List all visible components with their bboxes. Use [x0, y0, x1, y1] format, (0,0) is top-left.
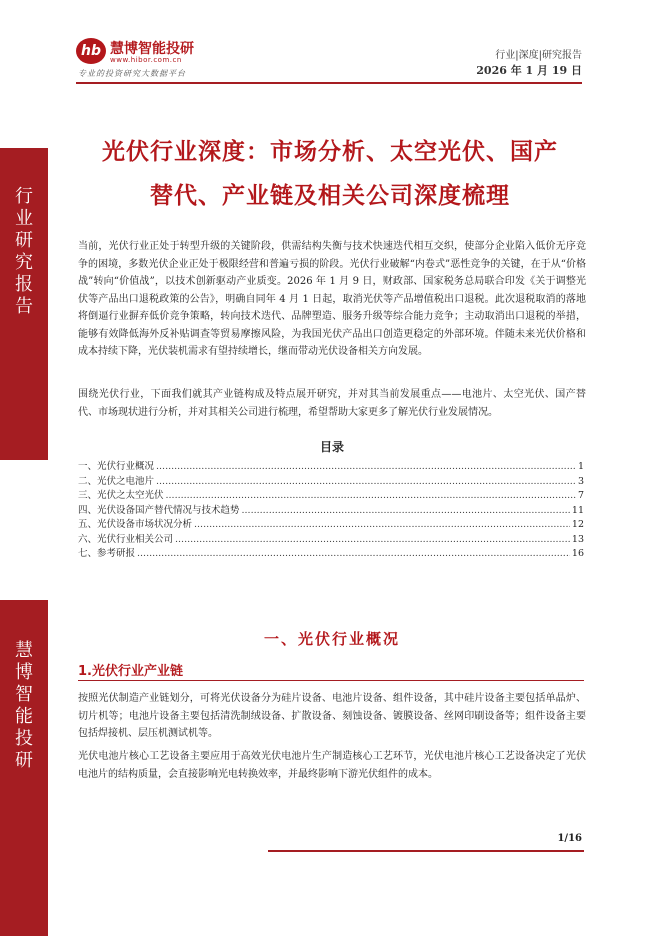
- subsection-divider: [78, 680, 584, 681]
- table-of-contents: [78, 460, 584, 562]
- section-title: 一、光伏行业概况: [263, 630, 400, 648]
- intro-paragraph-1: 当前，光伏行业正处于转型升级的关键阶段，供需结构失衡与技术快速迭代相互交织，使部分企业陷入低价无序竞争的困境，多数光伏企业正处于极限经营和普遍亏损的阶段。光伏行业破解“内卷式”恶性竞争的关键，在于从“价格战”转向“价值战”，以技术创新驱动产业质变。2026 年 1 月 9 日，财政部、国家税务总局联合印发《关于调整光伏等产品出口退税政策的公告》，明确自同年 4 月 1 日起，取消光伏等产品增值税出口退税。此次退税取消的落地将倒逼行业摒弃低价竞争策略，转向技术迭代、品牌塑造、服务升级等综合能力竞争；主动取消出口退税的举措，能够有效降低海外反补贴调查等贸易摩擦风险，为我国光伏产品出口创造更稳定的外部环境。伴随未来光伏价格和成本持续下降，光伏装机需求有望持续增长，继而带动光伏设备相关方向发展。: [78, 241, 586, 357]
- page-number: 1/16: [557, 833, 582, 844]
- toc-item[interactable]: 二、光伏之电池片 ..... 3: [78, 475, 584, 490]
- section-paragraph-2: 光伏电池片核心工艺设备主要应用于高效光伏电池片生产制造核心工艺环节，光伏电池片核心工艺设备决定了光伏电池片的结构质量，会直接影响光电转换效率，并最终影响下游光伏组件的成本。: [78, 751, 586, 780]
- toc-item[interactable]: 一、光伏行业概况 ..... 1: [78, 460, 584, 475]
- toc-item[interactable]: 六、光伏行业相关公司 ..... 13: [78, 533, 584, 548]
- brand-logo-icon: hb: [76, 38, 106, 64]
- footer-divider: [268, 850, 584, 852]
- toc-item[interactable]: 四、光伏设备国产替代情况与技术趋势 ..... 11: [78, 504, 584, 519]
- toc-item[interactable]: 五、光伏设备市场状况分析 ..... 12: [78, 518, 584, 533]
- title-line-2: 替代、产业链及相关公司深度梳理: [150, 183, 510, 209]
- title-line-1: 光伏行业深度：市场分析、太空光伏、国产: [102, 139, 558, 165]
- toc-item[interactable]: 三、光伏之太空光伏 ..... 7: [78, 489, 584, 504]
- brand-name: 慧博智能投研: [110, 41, 194, 57]
- page-title: [60, 130, 600, 218]
- brand-slogan: 专业的投资研究大数据平台: [78, 69, 186, 78]
- toc-item[interactable]: 七、参考研报 ..... 16: [78, 547, 584, 562]
- intro-paragraph-2: 围绕光伏行业，下面我们就其产业链构成及特点展开研究，并对其当前发展重点——电池片、太空光伏、国产替代、市场现状进行分析，并对其相关公司进行梳理，希望帮助大家更多了解光伏行业发展情况。: [78, 389, 586, 418]
- header-divider: [76, 82, 582, 84]
- subsection-title: 1.光伏行业产业链: [78, 664, 183, 679]
- brand-url: www.hibor.com.cn: [110, 56, 182, 64]
- report-date: 2026 年 1 月 19 日: [476, 64, 582, 77]
- report-type: 行业|深度|研究报告: [495, 50, 582, 61]
- toc-heading: 目录: [319, 440, 344, 454]
- sidebar-top-label: 行 业 研 究 报 告: [15, 186, 33, 317]
- section-paragraph-1: 按照光伏制造产业链划分，可将光伏设备分为硅片设备、电池片设备、组件设备，其中硅片设备主要包括单晶炉、切片机等；电池片设备主要包括清洗制绒设备、扩散设备、刻蚀设备、镀膜设备、丝网印刷设备等；组件设备主要包括焊接机、层压机测试机等。: [78, 693, 586, 739]
- sidebar-bottom-label: 慧 博 智 能 投 研: [15, 640, 33, 771]
